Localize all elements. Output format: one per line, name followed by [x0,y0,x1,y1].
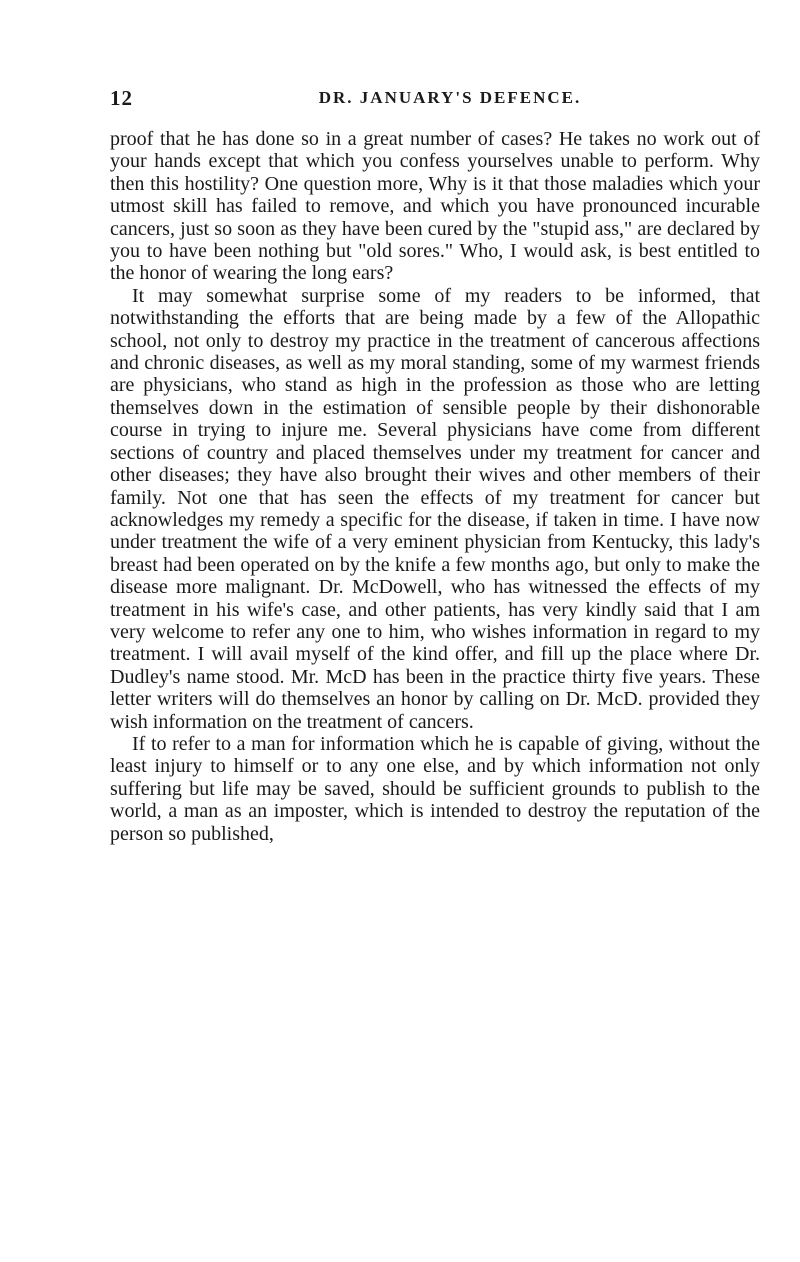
page-number: 12 [110,86,133,110]
running-head [110,86,750,110]
paragraph-refer: If to refer to a man for information which he is capable of giving, without the least injury to himself or to any one else, and by which information not only suffering but life may be saved, should be sufficient grounds to publish to the world, a man as an imposter, which is intended to destroy the reputation of the person so published, [110,732,760,845]
paragraph-physicians: It may somewhat surprise some of my readers to be informed, that notwithstanding the efforts that are being made by a few of the Allopathic school, not only to destroy my practice in the treatment of cancerous affections and chronic diseases, as well as my moral standing, some of my warmest friends are physicians, who stand as high in the profession as those who are letting themselves down in the estimation of sensible people by their dishonorable course in trying to injure me. Several physicians have come from different sections of country and placed themselves under my treatment for cancer and other diseases; they have also brought their wives and other members of their family. Not one that has seen the effects of my treatment for cancer but acknowledges my remedy a specific for the disease, if taken in time. I have now under treatment the wife of a very eminent physician from Kentucky, this lady's breast had been operated on by the knife a few months ago, but only to make the disease more malignant. Dr. McDowell, who has witnessed the effects of my treatment in his wife's case, and other patients, has very kindly said that I am very welcome to refer any one to him, who wishes information in regard to my treatment. I will avail myself of the kind offer, and fill up the place where Dr. Dudley's name stood. Mr. McD has been in the practice thirty five years. These letter writers will do themselves an honor by calling on Dr. McD. provided they wish information on the treatment of cancers. [110,284,760,733]
paragraph-continuation: proof that he has done so in a great number of cases? He takes no work out of your hands except that which you confess yourselves unable to perform. Why then this hostility? One question more, Why is it that those maladies which your utmost skill has failed to remove, and which you have pronounced incurable cancers, just so soon as they have been cured by the "stupid ass," are declared by you to have been nothing but "old sores." Who, I would ask, is best entitled to the honor of wearing the long ears? [110,128,760,285]
running-title: DR. JANUARY'S DEFENCE. [318,88,582,107]
body-text [110,128,760,845]
